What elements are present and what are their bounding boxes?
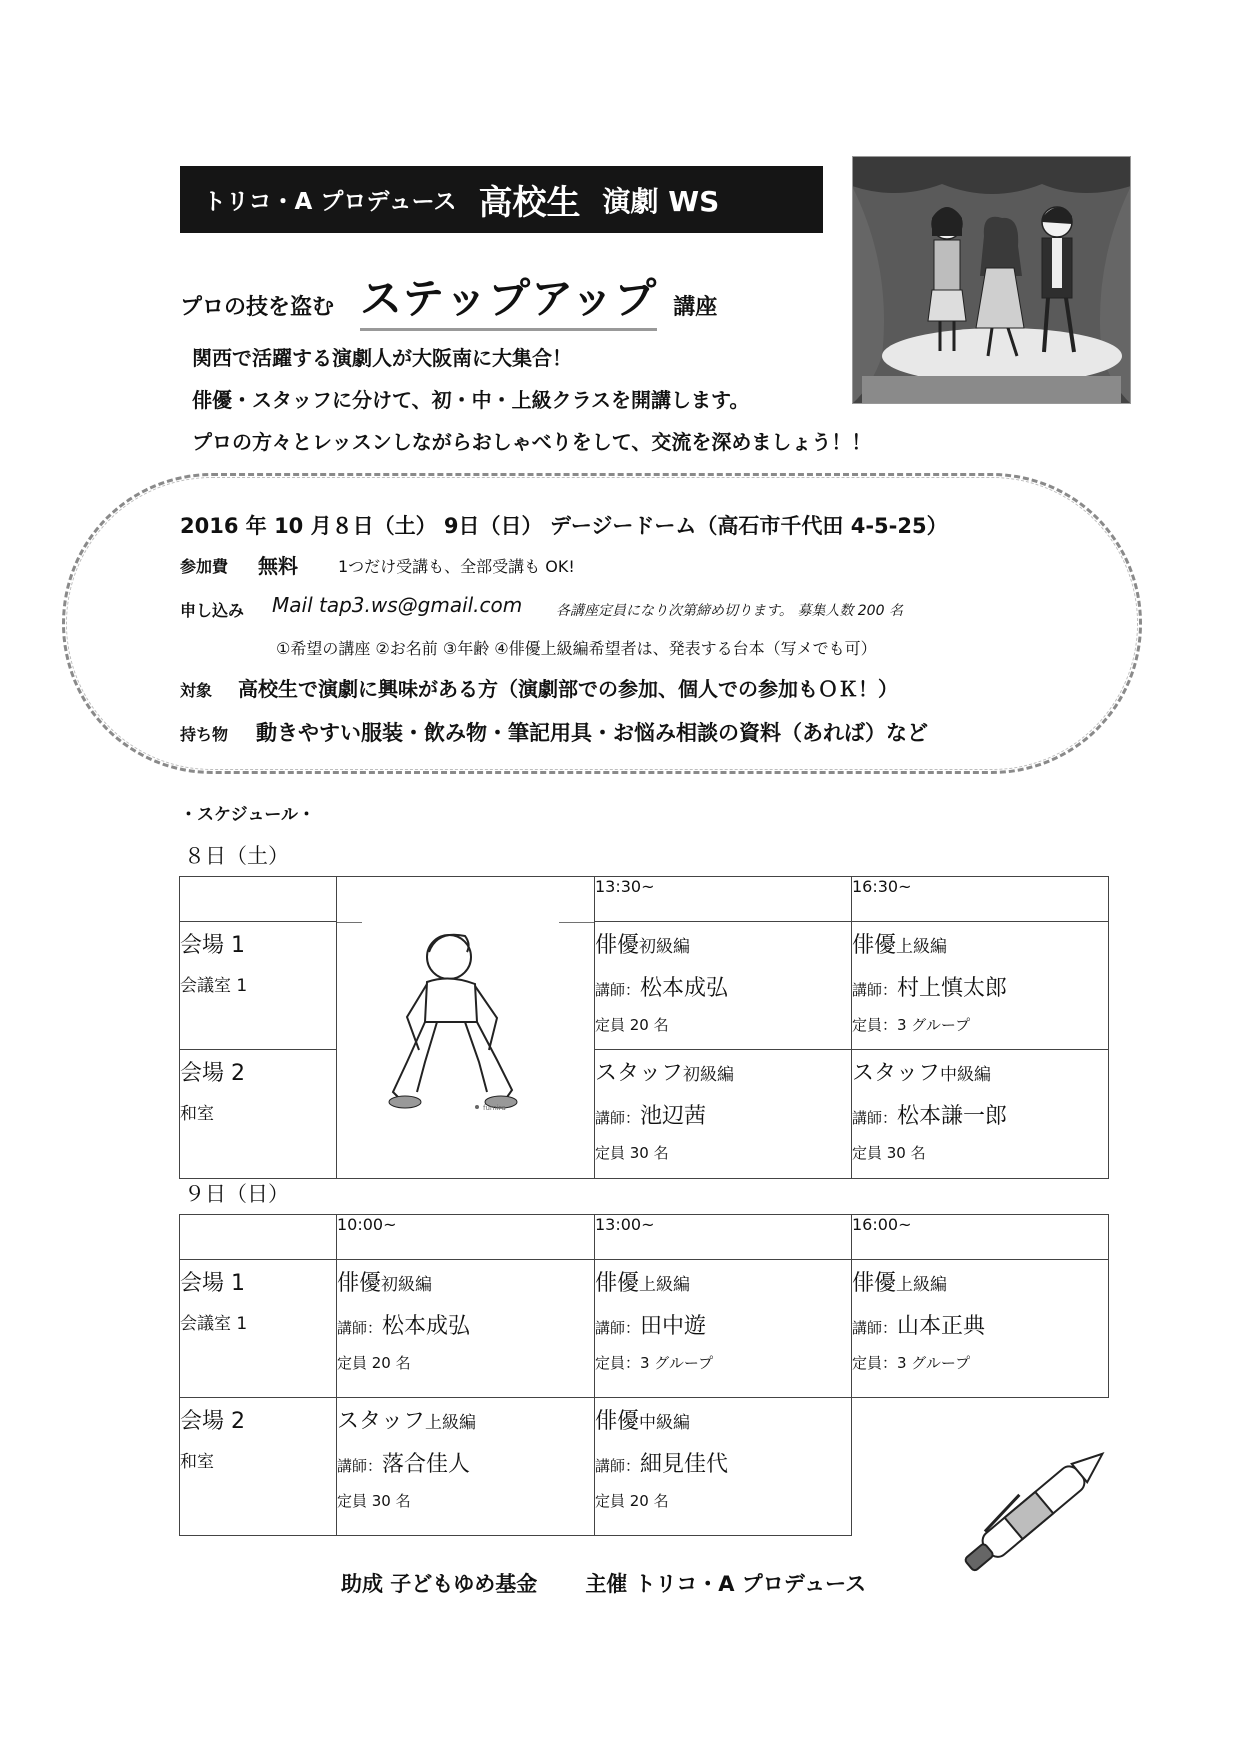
- course-name: 俳優: [595, 1271, 640, 1296]
- day2-time-1: 10:00~: [337, 1215, 595, 1260]
- capacity: 定員 20 名: [337, 1354, 411, 1372]
- course-level: 上級編: [425, 1413, 477, 1433]
- capacity: 定員：3 グループ: [852, 1354, 971, 1372]
- lecturer-name: 松本謙一郎: [897, 1104, 1008, 1130]
- room-name: 会議室 1: [180, 1314, 248, 1334]
- course-level: 上級編: [639, 1275, 691, 1295]
- lecturer-label: 講師：: [595, 981, 641, 999]
- intro-line-3: プロの方々とレッスンしながらおしゃべりをして、交流を深めましょう！！: [192, 430, 872, 454]
- target-value: 高校生で演劇に興味がある方（演劇部での参加、個人での参加もＯＫ！）: [238, 677, 898, 701]
- course-level: 初級編: [639, 937, 691, 957]
- day2-label: ９日（日）: [184, 1182, 289, 1206]
- course-name: スタッフ: [852, 1061, 941, 1087]
- apply-label: 申し込み: [180, 601, 245, 620]
- course-level: 初級編: [683, 1065, 735, 1086]
- day1-venue-2: [180, 1050, 337, 1178]
- subtitle: [180, 266, 717, 331]
- svg-text:fumira: fumira: [483, 1103, 506, 1112]
- intro-line-2: 俳優・スタッフに分けて、初・中・上級クラスを開講します。: [192, 388, 750, 412]
- course-name: 俳優: [595, 1409, 640, 1434]
- lecturer-label: 講師：: [852, 981, 898, 999]
- apply-note: 各講座定員になり次第締め切ります。 募集人数 200 名: [556, 603, 903, 619]
- apply-mail: Mail tap3.ws@gmail.com: [272, 593, 523, 617]
- lecturer-name: 細見佳代: [640, 1452, 729, 1477]
- lecturer-name: 松本成弘: [640, 976, 729, 1001]
- room-name: 和室: [180, 1104, 214, 1125]
- day1-time-1: 13:30~: [595, 877, 852, 922]
- lecturer-label: 講師：: [852, 1109, 898, 1128]
- day1-corner-cell: [180, 877, 337, 922]
- title-banner: [180, 166, 823, 233]
- lecturer-label: 講師：: [337, 1457, 383, 1475]
- day2-venue-2: [180, 1398, 337, 1536]
- day1-illustration-header: [337, 877, 595, 922]
- capacity: 定員：3 グループ: [852, 1016, 971, 1034]
- venue-name: 会場 2: [180, 1409, 245, 1434]
- course-name: 俳優: [852, 1271, 897, 1296]
- bring-value: 動きやすい服装・飲み物・筆記用具・お悩み相談の資料（あれば）など: [256, 721, 928, 745]
- day2-slot-2-1: [337, 1398, 595, 1536]
- theater-stage-illustration: [852, 156, 1131, 404]
- room-name: 会議室 1: [180, 976, 248, 996]
- banner-ws: 演劇 WS: [602, 184, 720, 218]
- course-level: 上級編: [896, 1275, 948, 1295]
- fee-value: 無料: [258, 554, 298, 578]
- day1-venue-1: [180, 922, 337, 1050]
- fee-label: 参加費: [180, 557, 229, 576]
- lecturer-name: 松本成弘: [382, 1314, 471, 1339]
- day1-table: [179, 876, 1109, 1179]
- schedule-title: ・スケジュール・: [180, 805, 315, 825]
- capacity: 定員 20 名: [595, 1492, 669, 1510]
- stretching-boy-illustration: [337, 922, 595, 1174]
- date-venue: 2016 年 10 月８日（土） 9日（日） デージードーム（高石市千代田 4-5-25）: [180, 514, 948, 538]
- capacity: 定員 30 名: [595, 1144, 669, 1163]
- subtitle-main: ステップアップ: [360, 266, 657, 331]
- day1-slot-2-1: [595, 1050, 852, 1178]
- lecturer-name: 村上慎太郎: [897, 976, 1008, 1001]
- day1-label: ８日（土）: [184, 844, 289, 868]
- venue-name: 会場 2: [180, 1061, 245, 1087]
- day2-slot-1-3: [852, 1260, 1109, 1398]
- pen-illustration: [960, 1420, 1130, 1585]
- capacity: 定員 20 名: [595, 1016, 669, 1034]
- course-name: 俳優: [337, 1271, 382, 1296]
- footer-support: 助成 子どもゆめ基金: [341, 1572, 538, 1596]
- day2-slot-2-2: [595, 1398, 852, 1536]
- course-level: 初級編: [381, 1275, 433, 1295]
- venue-name: 会場 1: [180, 1271, 245, 1296]
- target-label: 対象: [180, 681, 213, 700]
- subtitle-prefix: プロの技を盗む: [180, 295, 335, 320]
- day2-venue-1: [180, 1260, 337, 1398]
- course-name: スタッフ: [595, 1061, 684, 1087]
- lecturer-label: 講師：: [852, 1319, 898, 1337]
- bring-label: 持ち物: [180, 725, 229, 744]
- course-name: 俳優: [852, 933, 897, 958]
- fee-note: 1つだけ受講も、全部受講も OK!: [338, 557, 575, 576]
- day1-illustration-cell: [337, 922, 595, 1179]
- footer-host: 主催 トリコ・A プロデュース: [585, 1572, 867, 1596]
- lecturer-label: 講師：: [595, 1457, 641, 1475]
- day2-time-3: 16:00~: [852, 1215, 1109, 1260]
- day1-time-2: 16:30~: [852, 877, 1109, 922]
- intro-line-1: 関西で活躍する演劇人が大阪南に大集合！: [192, 346, 572, 370]
- day1-slot-1-1: [595, 922, 852, 1050]
- lecturer-name: 落合佳人: [382, 1452, 471, 1477]
- day2-slot-1-1: [337, 1260, 595, 1398]
- day1-slot-2-2: [852, 1050, 1109, 1178]
- lecturer-label: 講師：: [595, 1319, 641, 1337]
- course-level: 中級編: [940, 1065, 992, 1086]
- day2-time-2: 13:00~: [595, 1215, 852, 1260]
- lecturer-name: 池辺茜: [640, 1104, 707, 1130]
- banner-main: 高校生: [478, 183, 581, 223]
- apply-items: ①希望の講座 ②お名前 ③年齢 ④俳優上級編希望者は、発表する台本（写メでも可）: [276, 639, 877, 658]
- capacity: 定員：3 グループ: [595, 1354, 714, 1372]
- day2-slot-1-2: [595, 1260, 852, 1398]
- course-name: スタッフ: [337, 1409, 426, 1434]
- day1-slot-1-2: [852, 922, 1109, 1050]
- lecturer-label: 講師：: [595, 1109, 641, 1128]
- course-level: 上級編: [896, 937, 948, 957]
- capacity: 定員 30 名: [852, 1144, 926, 1163]
- footer: [341, 1568, 866, 1598]
- subtitle-suffix: 講座: [673, 295, 718, 320]
- course-name: 俳優: [595, 933, 640, 958]
- venue-name: 会場 1: [180, 933, 245, 958]
- capacity: 定員 30 名: [337, 1492, 411, 1510]
- day2-corner-cell: [180, 1215, 337, 1260]
- room-name: 和室: [180, 1452, 214, 1472]
- lecturer-label: 講師：: [337, 1319, 383, 1337]
- banner-organizer: トリコ・A プロデュース: [203, 189, 457, 215]
- lecturer-name: 田中遊: [640, 1314, 707, 1339]
- lecturer-name: 山本正典: [897, 1314, 986, 1339]
- course-level: 中級編: [639, 1413, 691, 1433]
